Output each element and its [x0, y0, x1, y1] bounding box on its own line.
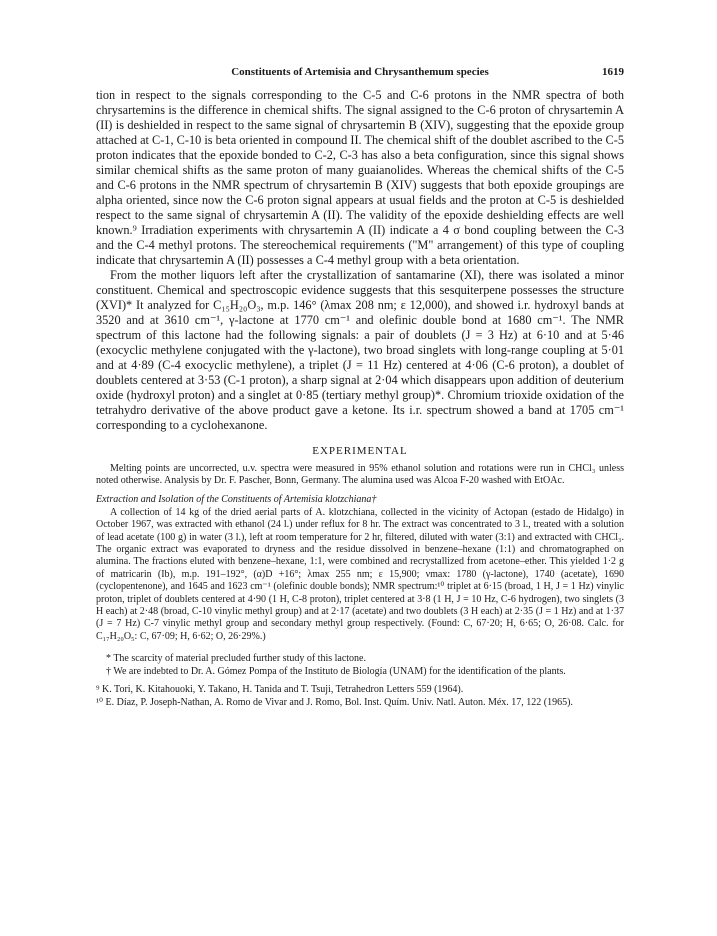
experimental-body: A collection of 14 kg of the dried aerial parts of A. klotzchiana, collected in the vicinity of Actopan (estado de Hidalgo) in October 1967, was extracted with ethanol (24 l.) under reflux for 8 hr. The extract was concentrated to 3 l., treated with a solution of lead acetate (100 g) in water (3 l.), left at room temperature for 2 hr, filtered, diluted with water (3:1) and extracted with CHCl₃. The organic extract was evaporated to dryness and the residue dissolved in benzene–hexane (1:1) and chromatographed on alumina. The fractions eluted with benzene–hexane, 1:1, were combined and recrystallized from acetone–ether. This yielded 1·2 g of matricarin (Ib), m.p. 191–192°, (α)D +16°; λmax 255 nm; ε 15,900; νmax: 1780 (γ-lactone), 1740 (acetate), 1690 (cyclopentenone), and 1645 and 1623 cm⁻¹ (olefinic double bonds); NMR spectrum:¹⁰ triplet at 6·15 (broad, 1 H, J = 1 Hz) vinylic proton, triplet of doublets centered at 4·90 (1 H, C-8 proton), triplet centered at 3·8 (1 H, J = 10 Hz, C-6 hydrogen), two singlets (3 H each) at 2·48 (broad, C-10 vinylic methyl group) and at 2·17 (acetate) and two doublets (3 H each) at 2·35 (J = 1 Hz) and at 1·37 (J = 7 Hz) C-7 vinylic methyl group and secondary methyl group respectively. (Found: C, 67·20; H, 6·65; O, 26·08. Calc. for C₁₇H₂₀O₅: C, 67·09; H, 6·62; O, 26·29%.)	[96, 506, 624, 642]
paragraph-minor-constituent: From the mother liquors left after the crystallization of santamarine (XI), there was isolated a minor constituent. Chemical and spectroscopic evidence suggests that this sesquiterpene possesses the structure (XVI)* It analyzed for C₁₅H₂₀O₃, m.p. 146° (λmax 208 nm; ε 12,000), and showed i.r. hydroxyl bands at 3520 and at 3610 cm⁻¹, γ-lactone at 1770 cm⁻¹ and olefinic double bond at 1680 cm⁻¹. The NMR spectrum of this lactone had the following signals: a pair of doublets (J = 3 Hz) at 6·10 and at 5·46 (exocyclic methylene conjugated with the γ-lactone), two broad singlets with long-range coupling at 5·01 and at 4·89 (C-4 exocyclic methylene), a triplet (J = 11 Hz) centered at 4·06 (C-6 proton), a doublet of doublets centered at 3·53 (C-1 proton), a sharp signal at 2·04 which disappears upon addition of deuterium oxide (hydroxyl proton) and a singlet at 0·85 (tertiary methyl group)*. Chromium trioxide oxidation of the tetrahydro derivative of the above product gave a ketone. Its i.r. spectrum showed a band at 1705 cm⁻¹ corresponding to a cyclohexanone.	[96, 268, 624, 432]
page-number: 1619	[602, 66, 624, 78]
running-title: Constituents of Artemisia and Chrysanthemum species	[231, 66, 489, 78]
running-header	[96, 66, 624, 82]
paragraph-continuation: tion in respect to the signals corresponding to the C-5 and C-6 protons in the NMR spectra of both chrysartemins is the difference in chemical shifts. The signal assigned to the C-6 proton of chrysartemin A (II) is deshielded in respect to the same signal of chrysartemin B (XIV), suggesting that the epoxide group attached at C-1, C-10 is beta oriented in compound II. The chemical shift of the doublet ascribed to the C-5 proton indicates that the epoxide bonded to C-2, C-3 has also a beta configuration, since this signal shows similar chemical shifts as the same proton of many guaianolides. Whereas the chemical shifts of the C-5 and C-6 protons in the NMR spectrum of chrysartemin B (XIV) suggests that both epoxide groupings are alpha oriented, since now the C-6 proton signal appears at usual fields and the proton at C-5 is deshielded respect to the same signal of chrysartemin A (II). The validity of the epoxide deshielding effects are well known.⁹ Irradiation experiments with chrysartemin A (II) indicate a 4 σ bond coupling between the C-3 and the C-4 methyl protons. The stereochemical requirements ("M" arrangement) of this type of coupling indicate that chrysartemin A (II) possesses a C-4 methyl group with a beta orientation.	[96, 88, 624, 267]
reference: ¹⁰ E. Díaz, P. Joseph-Nathan, A. Romo de Vivar and J. Romo, Bol. Inst. Quím. Univ. Natl. Auton. Méx. 17, 122 (1965).	[96, 696, 573, 708]
footnotes	[96, 653, 624, 678]
footnote: * The scarcity of material precluded further study of this lactone.	[106, 653, 366, 665]
footnote: † We are indebted to Dr. A. Gómez Pompa of the Instituto de Biología (UNAM) for the identification of the plants.	[106, 665, 566, 677]
experimental-intro: Melting points are uncorrected, u.v. spectra were measured in 95% ethanol solution and rotations were run in CHCl₃ unless noted otherwise. Analysis by Dr. F. Pascher, Bonn, Germany. The alumina used was Alcoa F-20 washed with EtOAc.	[96, 463, 624, 487]
references	[96, 684, 624, 709]
journal-page	[96, 66, 624, 709]
section-title-experimental: EXPERIMENTAL	[312, 445, 408, 457]
reference: ⁹ K. Tori, K. Kitahouoki, Y. Takano, H. Tanida and T. Tsuji, Tetrahedron Letters 559 (1964).	[96, 684, 464, 696]
experimental-subheading: Extraction and Isolation of the Constituents of Artemisia klotzchiana†	[96, 493, 377, 505]
